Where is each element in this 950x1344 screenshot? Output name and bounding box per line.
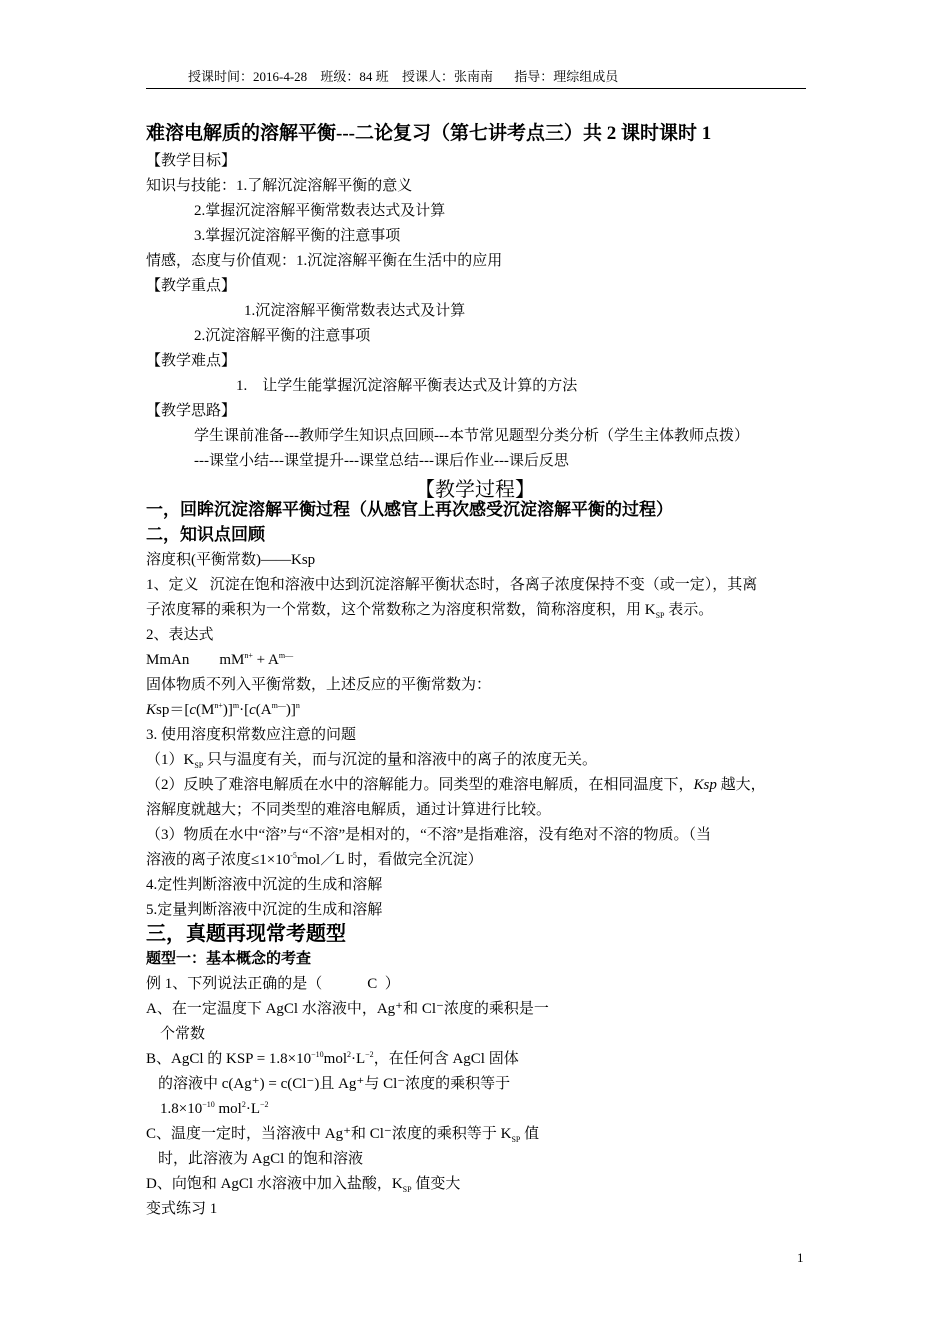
note-2-cont: 溶解度就越大；不同类型的难溶电解质，通过计算进行比较。 [146, 802, 552, 818]
notes-title: 3. 使用溶度积常数应注意的问题 [146, 727, 357, 743]
note-1 [146, 750, 597, 770]
equation-anion: + A [252, 652, 279, 668]
formula-dot: ·[ [239, 702, 250, 718]
option-b3-exp: −10 [202, 1100, 215, 1109]
section-1-heading: 一，回眸沉淀溶解平衡过程（从感官上再次感受沉淀溶解平衡的过程） [146, 500, 673, 519]
header-teacher: 授课人：张南南 [401, 69, 493, 84]
option-b-end: ，在任何含 AgCl 固体 [373, 1051, 519, 1067]
header-time: 授课时间：2016-4-28 [188, 69, 308, 84]
note-2-start: （2）反映了难溶电解质在水中的溶解能力。同类型的难溶电解质，在相同温度下， [146, 777, 694, 793]
option-b3-exp3: −2 [260, 1100, 269, 1109]
idea-line-2: ---课堂小结---课堂提升---课堂总结---课后作业---课后反思 [194, 453, 569, 469]
option-b3-unit: mol [214, 1101, 242, 1117]
idea-heading: 【教学思路】 [146, 403, 237, 419]
option-c-line-2: 时，此溶液为 AgCl 的饱和溶液 [158, 1151, 364, 1167]
formula-sp: sp＝[ [156, 702, 190, 718]
point-5: 5.定量判断溶液中沉淀的生成和溶解 [146, 902, 383, 918]
goals-line-4: 情感，态度与价值观：1.沉淀溶解平衡在生活中的应用 [146, 253, 503, 269]
option-d-subscript: SP [402, 1185, 412, 1194]
example-1: 例 1、下列说法正确的是（ C ） [146, 976, 400, 992]
option-b-line-2: 的溶液中 c(Ag⁺) = c(Cl⁻)且 Ag⁺与 Cl⁻浓度的乘积等于 [158, 1076, 511, 1092]
difficulty-heading: 【教学难点】 [146, 353, 237, 369]
note-1-subscript: SP [194, 761, 204, 770]
option-b3-start: 1.8×10 [160, 1101, 203, 1117]
note-1-start: （1）K [146, 752, 195, 768]
difficulty-line-1: 1. 让学生能掌握沉淀溶解平衡表达式及计算的方法 [236, 378, 578, 394]
note-3-start: 溶液的离子浓度≤1×10 [146, 852, 291, 868]
page-number: 1 [797, 1250, 804, 1265]
formula-k: K [146, 702, 157, 718]
section-3-heading: 三，真题再现常考题型 [146, 923, 346, 945]
formula-close1: )] [222, 702, 233, 718]
anion-charge: m— [278, 651, 294, 660]
option-b-start: B、AgCl 的 KSP = 1.8×10 [146, 1051, 312, 1067]
ksp-title: 溶度积(平衡常数)——Ksp [146, 552, 316, 568]
definition-tail: 表示。 [664, 602, 714, 618]
goals-heading: 【教学目标】 [146, 153, 237, 169]
section-2-heading: 二，知识点回顾 [146, 525, 265, 544]
ksp-subscript: SP [655, 611, 665, 620]
formula-exp-m: m [232, 701, 240, 710]
key-heading: 【教学重点】 [146, 278, 237, 294]
header-class: 班级：84 班 [320, 69, 389, 84]
point-4: 4.定性判断溶液中沉淀的生成和溶解 [146, 877, 383, 893]
formula-c1: c [189, 702, 197, 718]
note-2-end: 越大， [716, 777, 766, 793]
solid-note: 固体物质不列入平衡常数，上述反应的平衡常数为： [146, 677, 492, 693]
option-c-start: C、温度一定时，当溶液中 Ag⁺和 Cl⁻浓度的乘积等于 K [146, 1126, 512, 1142]
document-title: 难溶电解质的溶解平衡---二论复习（第七讲考点三）共 2 课时课时 1 [146, 123, 712, 144]
note-3-exponent: -5 [290, 851, 297, 860]
equation-left: MmAn [146, 652, 190, 668]
note-2-ksp: Ksp [693, 777, 717, 793]
option-b-unit2: ·L [351, 1051, 366, 1067]
formula-m: (M [196, 702, 215, 718]
option-d-start: D、向饱和 AgCl 水溶液中加入盐酸，K [146, 1176, 403, 1192]
expression-title: 2、表达式 [146, 627, 214, 643]
option-b3-exp2: 2 [241, 1100, 246, 1109]
note-3-end: mol／L 时，看做完全沉淀） [296, 852, 483, 868]
note-1-end: 只与温度有关，而与沉淀的量和溶液中的离子的浓度无关。 [203, 752, 598, 768]
formula-sup2: m— [271, 701, 286, 710]
option-a-line-2: 个常数 [160, 1026, 206, 1042]
option-b-exp: −10 [311, 1050, 324, 1059]
type-1-heading: 题型一：基本概念的考查 [146, 951, 312, 967]
definition-line-1: 1、定义 沉淀在饱和溶液中达到沉淀溶解平衡状态时，各离子浓度保持不变（或一定），其离 [146, 577, 758, 593]
formula-close2: )] [285, 702, 296, 718]
equilibrium-equation [146, 650, 293, 670]
idea-line-1: 学生课前准备---教师学生知识点回顾---本节常见题型分类分析（学生主体教师点拨） [194, 428, 749, 444]
goals-line-3: 3.掌握沉淀溶解平衡的注意事项 [194, 228, 401, 244]
option-c-end: 值 [520, 1126, 540, 1142]
option-b3-unit2: ·L [245, 1101, 260, 1117]
goals-line-2: 2.掌握沉淀溶解平衡常数表达式及计算 [194, 203, 446, 219]
note-3-cont [146, 850, 483, 870]
goals-line-1: 知识与技能：1.了解沉淀溶解平衡的意义 [146, 178, 413, 194]
header-guide: 指导：理综组成员 [514, 69, 619, 84]
formula-c2: c [249, 702, 256, 718]
option-d-end: 值变大 [411, 1176, 461, 1192]
definition-text: 子浓度幂的乘积为一个常数，这个常数称之为溶度积常数，简称溶度积，用 K [146, 602, 656, 618]
option-c-subscript: SP [511, 1135, 521, 1144]
variant-exercise: 变式练习 1 [146, 1201, 218, 1217]
option-b-line-3 [160, 1099, 269, 1119]
formula-exp-n: n [295, 701, 300, 710]
key-line-1: 1.沉淀溶解平衡常数表达式及计算 [244, 303, 466, 319]
cation-charge: n+ [244, 651, 253, 660]
option-b-line-1 [146, 1049, 519, 1069]
option-b-unit: mol [323, 1051, 347, 1067]
note-3: （3）物质在水中“溶”与“不溶”是相对的，“不溶”是指难溶，没有绝对不溶的物质。（当 [146, 827, 711, 843]
ksp-formula [146, 700, 300, 720]
option-d [146, 1174, 460, 1194]
equation-cation: mM [219, 652, 245, 668]
note-2 [146, 775, 766, 795]
option-b-exp2: 2 [347, 1050, 351, 1059]
key-line-2: 2.沉淀溶解平衡的注意事项 [194, 328, 371, 344]
option-b-exp3: −2 [365, 1050, 374, 1059]
formula-a: (A [255, 702, 272, 718]
process-title: 【教学过程】 [415, 479, 535, 501]
definition-line-2 [146, 600, 713, 620]
page-header [146, 66, 806, 89]
option-a-line-1: A、在一定温度下 AgCl 水溶液中，Ag⁺和 Cl⁻浓度的乘积是一 [146, 1001, 549, 1017]
option-c-line-1 [146, 1124, 539, 1144]
formula-sup1: n+ [214, 701, 223, 710]
